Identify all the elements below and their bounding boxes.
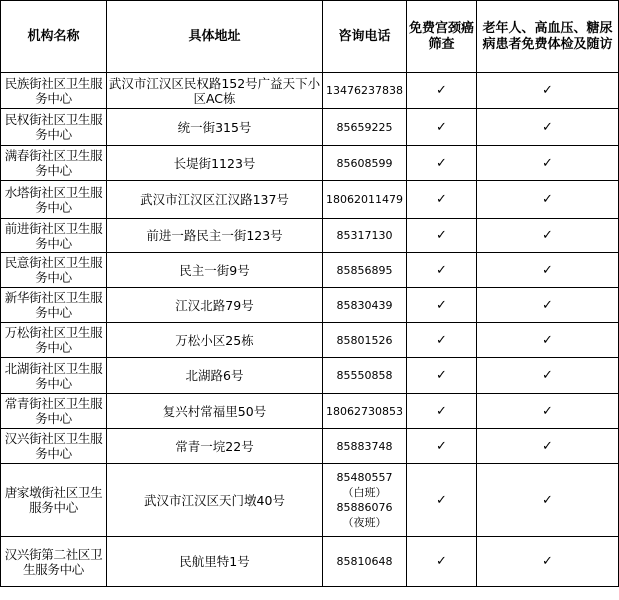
institution-name-cell: 万松街社区卫生服务中心 <box>1 323 107 358</box>
institution-name-cell: 汉兴街社区卫生服务中心 <box>1 429 107 464</box>
elderly-check-icon: ✓ <box>477 323 619 358</box>
table-row <box>1 288 619 323</box>
table-row <box>1 109 619 146</box>
address-cell: 长堤街1123号 <box>107 146 323 181</box>
header-row <box>1 1 619 73</box>
cervical-check-icon: ✓ <box>407 288 477 323</box>
phone-cell: 85550858 <box>323 358 407 394</box>
elderly-check-icon: ✓ <box>477 146 619 181</box>
table-row <box>1 537 619 587</box>
institution-name-cell: 民族街社区卫生服务中心 <box>1 73 107 109</box>
phone-cell: 85317130 <box>323 219 407 253</box>
cervical-check-icon: ✓ <box>407 109 477 146</box>
header-elderly-checkup: 老年人、高血压、糖尿病患者免费体检及随访 <box>477 1 619 73</box>
elderly-check-icon: ✓ <box>477 358 619 394</box>
institution-name-cell: 民权街社区卫生服务中心 <box>1 109 107 146</box>
elderly-check-icon: ✓ <box>477 464 619 537</box>
institution-name-cell: 新华街社区卫生服务中心 <box>1 288 107 323</box>
address-cell: 民主一街9号 <box>107 253 323 288</box>
table-row <box>1 358 619 394</box>
institution-name-cell: 满春街社区卫生服务中心 <box>1 146 107 181</box>
institution-name-cell: 前进街社区卫生服务中心 <box>1 219 107 253</box>
address-cell: 北湖路6号 <box>107 358 323 394</box>
table-row <box>1 253 619 288</box>
cervical-check-icon: ✓ <box>407 394 477 429</box>
cervical-check-icon: ✓ <box>407 358 477 394</box>
address-cell: 民航里特1号 <box>107 537 323 587</box>
institution-name-cell: 水塔街社区卫生服务中心 <box>1 181 107 219</box>
cervical-check-icon: ✓ <box>407 429 477 464</box>
address-cell: 复兴村常福里50号 <box>107 394 323 429</box>
cervical-check-icon: ✓ <box>407 253 477 288</box>
address-cell: 前进一路民主一街123号 <box>107 219 323 253</box>
institution-name-cell: 唐家墩街社区卫生服务中心 <box>1 464 107 537</box>
elderly-check-icon: ✓ <box>477 429 619 464</box>
phone-cell: 85810648 <box>323 537 407 587</box>
institution-name-cell: 北湖街社区卫生服务中心 <box>1 358 107 394</box>
header-cervical-screening: 免费宫颈癌筛查 <box>407 1 477 73</box>
cervical-check-icon: ✓ <box>407 181 477 219</box>
phone-cell: 85480557 （白班） 85886076 （夜班） <box>323 464 407 537</box>
phone-cell: 85856895 <box>323 253 407 288</box>
address-cell: 江汉北路79号 <box>107 288 323 323</box>
address-cell: 武汉市江汉区民权路152号广益天下小区AC栋 <box>107 73 323 109</box>
elderly-check-icon: ✓ <box>477 537 619 587</box>
cervical-check-icon: ✓ <box>407 146 477 181</box>
cervical-check-icon: ✓ <box>407 537 477 587</box>
table-row <box>1 323 619 358</box>
address-cell: 常青一垸22号 <box>107 429 323 464</box>
elderly-check-icon: ✓ <box>477 73 619 109</box>
table-row <box>1 181 619 219</box>
elderly-check-icon: ✓ <box>477 181 619 219</box>
table-row <box>1 429 619 464</box>
address-cell: 统一街315号 <box>107 109 323 146</box>
phone-cell: 18062011479 <box>323 181 407 219</box>
elderly-check-icon: ✓ <box>477 109 619 146</box>
table-row <box>1 394 619 429</box>
table-row <box>1 464 619 537</box>
elderly-check-icon: ✓ <box>477 288 619 323</box>
phone-cell: 85608599 <box>323 146 407 181</box>
cervical-check-icon: ✓ <box>407 219 477 253</box>
header-address: 具体地址 <box>107 1 323 73</box>
cervical-check-icon: ✓ <box>407 73 477 109</box>
table-row <box>1 73 619 109</box>
institution-name-cell: 民意街社区卫生服务中心 <box>1 253 107 288</box>
phone-cell: 13476237838 <box>323 73 407 109</box>
phone-cell: 85801526 <box>323 323 407 358</box>
address-cell: 万松小区25栋 <box>107 323 323 358</box>
cervical-check-icon: ✓ <box>407 464 477 537</box>
address-cell: 武汉市江汉区天门墩40号 <box>107 464 323 537</box>
institution-name-cell: 汉兴街第二社区卫生服务中心 <box>1 537 107 587</box>
phone-cell: 18062730853 <box>323 394 407 429</box>
table-row <box>1 219 619 253</box>
cervical-check-icon: ✓ <box>407 323 477 358</box>
phone-cell: 85883748 <box>323 429 407 464</box>
elderly-check-icon: ✓ <box>477 219 619 253</box>
table-row <box>1 146 619 181</box>
header-phone: 咨询电话 <box>323 1 407 73</box>
institution-name-cell: 常青街社区卫生服务中心 <box>1 394 107 429</box>
elderly-check-icon: ✓ <box>477 253 619 288</box>
elderly-check-icon: ✓ <box>477 394 619 429</box>
phone-cell: 85659225 <box>323 109 407 146</box>
address-cell: 武汉市江汉区江汉路137号 <box>107 181 323 219</box>
phone-cell: 85830439 <box>323 288 407 323</box>
header-institution: 机构名称 <box>1 1 107 73</box>
